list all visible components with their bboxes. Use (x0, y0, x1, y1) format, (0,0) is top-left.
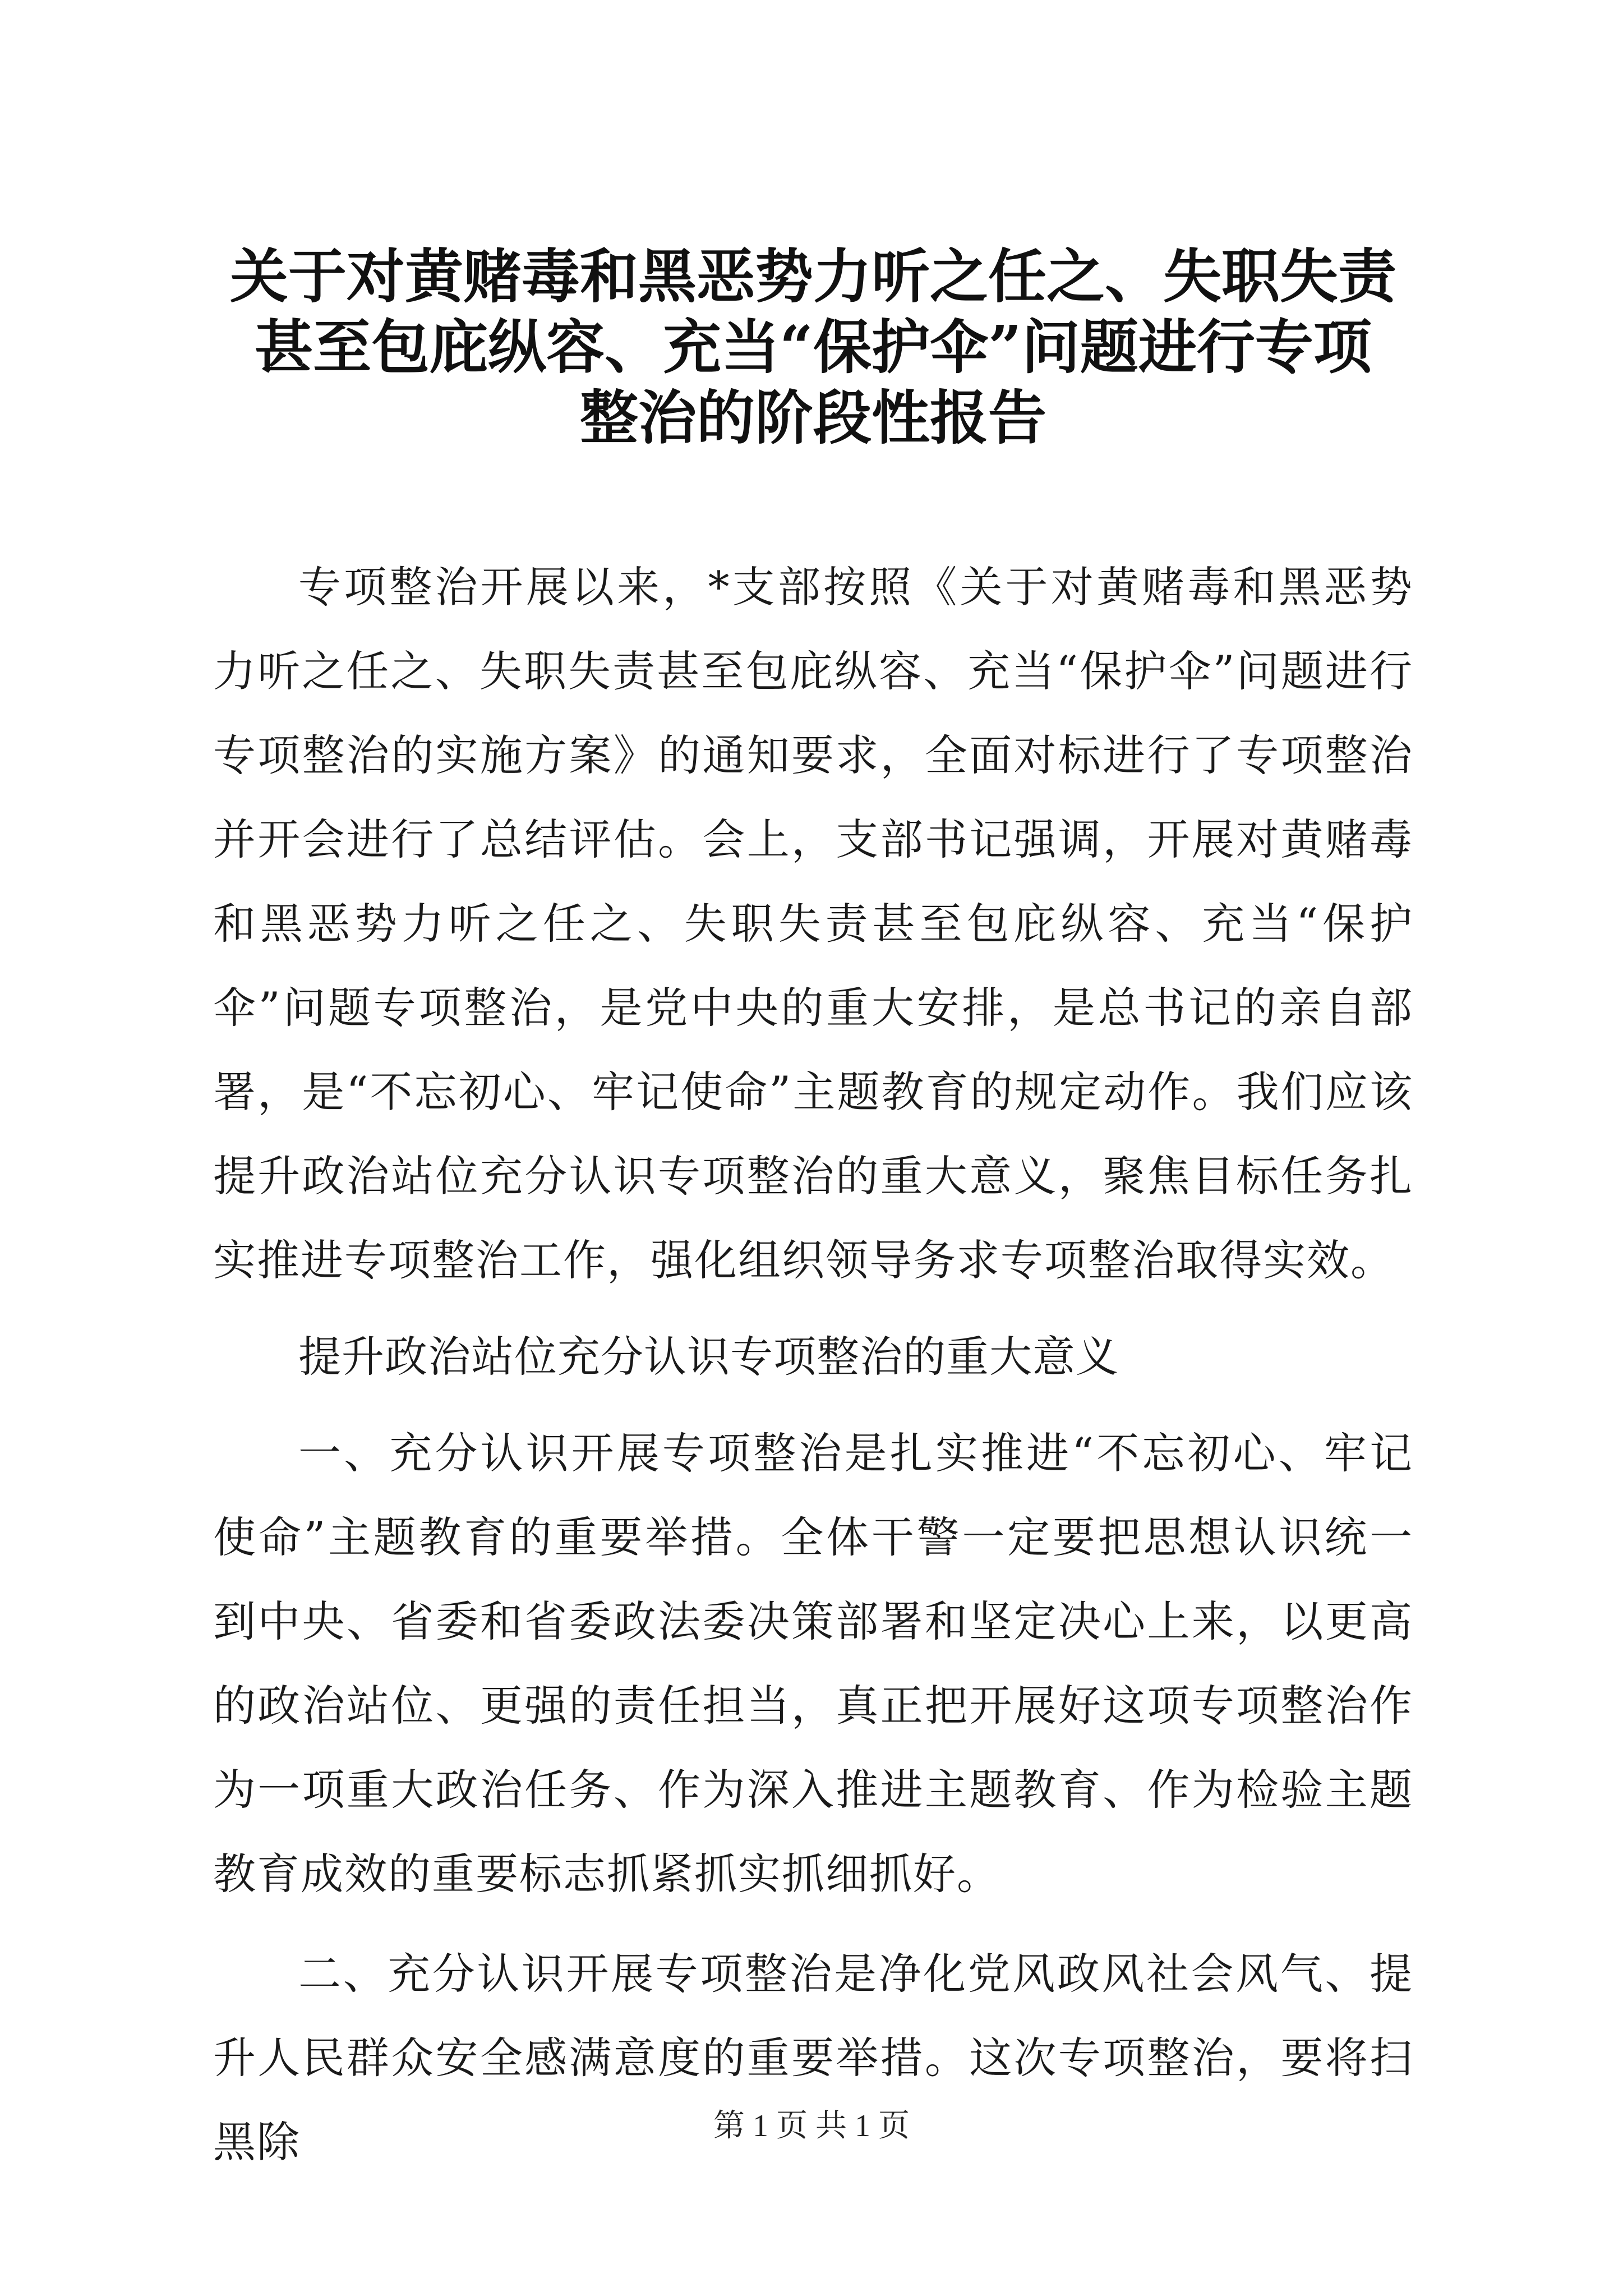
document-body (213, 545, 1413, 2184)
document-title (213, 241, 1413, 453)
intro-paragraph: 专项整治开展以来，*支部按照《关于对黄赌毒和黑恶势力听之任之、失职失责甚至包庇纵容、充当“保护伞”问题进行专项整治的实施方案》的通知要求，全面对标进行了专项整治并开会进行了总结评估。会上，支部书记强调，开展对黄赌毒和黑恶势力听之任之、失职失责甚至包庇纵容、充当“保护伞”问题专项整治，是党中央的重大安排，是总书记的亲自部署，是“不忘初心、牢记使命”主题教育的规定动作。我们应该提升政治站位充分认识专项整治的重大意义，聚焦目标任务扎实推进专项整治工作，强化组织领导务求专项整治取得实效。 (213, 562, 1413, 1285)
title-line-2: 甚至包庇纵容、充当“保护伞”问题进行专项 (255, 312, 1372, 381)
page-number-footer: 第 1 页 共 1 页 (713, 2109, 910, 2143)
title-line-3: 整治的阶段性报告 (579, 383, 1046, 452)
title-line-1: 关于对黄赌毒和黑恶势力听之任之、失职失责 (229, 242, 1396, 311)
point-one-paragraph: 一、充分认识开展专项整治是扎实推进“不忘初心、牢记使命”主题教育的重要举措。全体干警一定要把思想认识统一到中央、省委和省委政法委决策部署和坚定决心上来，以更高的政治站位、更强的责任担当，真正把开展好这项专项整治作为一项重大政治任务、作为深入推进主题教育、作为检验主题教育成效的重要标志抓紧抓实抓细抓好。 (213, 1428, 1413, 1899)
section-heading: 提升政治站位充分认识专项整治的重大意义 (298, 1332, 1119, 1382)
point-two-paragraph: 二、充分认识开展专项整治是净化党风政风社会风气、提升人民群众安全感满意度的重要举措。这次专项整治，要将扫黑除 (213, 1949, 1413, 2167)
